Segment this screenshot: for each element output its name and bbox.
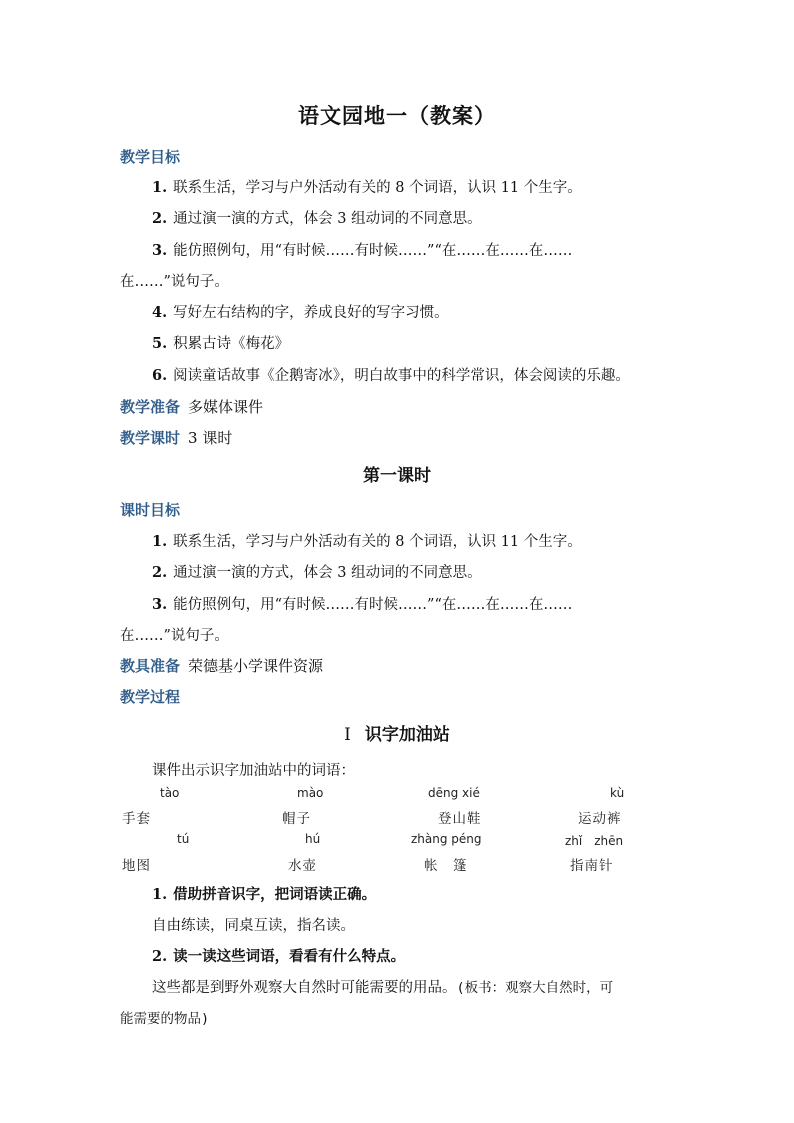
objective-number: 2.: [152, 210, 168, 227]
pinyin: tú: [177, 832, 190, 846]
objective-continuation: 在……”说句子。: [120, 274, 229, 290]
objective-number: 5.: [152, 335, 168, 352]
objective-number: 4.: [152, 304, 168, 321]
hours-row: [120, 427, 232, 448]
lesson-goal-heading: 课时目标: [120, 501, 181, 519]
objective-item: [152, 207, 482, 228]
prep-row: [120, 396, 263, 417]
vocab-word: 帽子: [282, 811, 311, 827]
tools-heading: 教具准备: [120, 657, 181, 675]
objectives-heading: 教学目标: [120, 148, 181, 166]
pinyin: zhǐ zhēn: [565, 834, 624, 848]
step-number: 1.: [152, 886, 168, 903]
objective-text: 写好左右结构的字，养成良好的写字习惯。: [173, 305, 449, 321]
vocab-word: 登山鞋: [438, 811, 482, 827]
objective-item: [152, 239, 572, 260]
vocab-word: 指南针: [570, 858, 614, 874]
process-heading: 教学过程: [120, 688, 181, 706]
objective-number: 1.: [152, 179, 168, 196]
board-note-continuation: 能需要的物品): [120, 1011, 210, 1027]
vocab-word: 帐 篷: [424, 858, 468, 874]
intro-text: 课件出示识字加油站中的词语：: [152, 763, 355, 779]
objective-item: [152, 176, 582, 197]
prep-text: 多媒体课件: [188, 398, 264, 416]
pinyin: dēng xié: [428, 786, 480, 800]
section-title-text: 识字加油站: [364, 725, 450, 745]
tools-row: [120, 655, 323, 676]
goal-number: 1.: [152, 533, 168, 550]
section-numeral: Ⅰ: [344, 725, 351, 745]
objective-item: [152, 301, 449, 322]
step-heading: [152, 945, 405, 966]
objective-text: 联系生活，学习与户外活动有关的 8 个词语，认识 11 个生字。: [173, 180, 582, 196]
pinyin: mào: [297, 786, 324, 800]
vocab-word: 水壶: [288, 858, 317, 874]
objective-number: 3.: [152, 242, 168, 259]
step-body: [152, 976, 613, 997]
pinyin: kù: [610, 786, 625, 800]
goal-text: 通过演一演的方式，体会 3 组动词的不同意思。: [173, 565, 482, 581]
objective-text: 通过演一演的方式，体会 3 组动词的不同意思。: [173, 211, 482, 227]
step-body-text: 这些都是到野外观察大自然时可能需要的用品。: [152, 980, 457, 996]
hours-text: 3 课时: [188, 429, 233, 447]
objective-number: 6.: [152, 367, 168, 384]
objective-text: 积累古诗《梅花》: [173, 336, 290, 352]
page-title: 语文园地一（教案）: [298, 103, 496, 128]
goal-text: 能仿照例句，用“有时候……有时候……”“在……在……在……: [173, 597, 573, 613]
hours-heading: 教学课时: [120, 429, 181, 447]
pinyin: tào: [160, 786, 180, 800]
section-title: [0, 720, 794, 745]
step-heading: [152, 883, 376, 904]
objective-text: 阅读童话故事《企鹅寄冰》，明白故事中的科学常识，体会阅读的乐趣。: [173, 368, 630, 384]
step-number: 2.: [152, 948, 168, 965]
vocab-word: 手套: [122, 811, 151, 827]
vocab-word: 运动裤: [578, 811, 622, 827]
prep-heading: 教学准备: [120, 398, 181, 416]
lesson-goal-item: [152, 530, 582, 551]
lesson-title: 第一课时: [363, 466, 431, 486]
objective-text: 能仿照例句，用“有时候……有时候……”“在……在……在……: [173, 243, 573, 259]
goal-continuation: 在……”说句子。: [120, 628, 229, 644]
lesson-goal-item: [152, 561, 482, 582]
step-text: 借助拼音识字，把词语读正确。: [173, 886, 377, 903]
pinyin: zhàng péng: [411, 832, 482, 846]
objective-item: [152, 364, 630, 385]
objective-item: [152, 332, 289, 353]
tools-text: 荣德基小学课件资源: [188, 657, 324, 675]
step-body: 自由练读，同桌互读，指名读。: [152, 918, 355, 934]
vocab-word: 地图: [122, 858, 151, 874]
lesson-goal-item: [152, 593, 572, 614]
goal-text: 联系生活，学习与户外活动有关的 8 个词语，认识 11 个生字。: [173, 534, 582, 550]
goal-number: 3.: [152, 596, 168, 613]
step-text: 读一读这些词语，看看有什么特点。: [173, 948, 406, 965]
goal-number: 2.: [152, 564, 168, 581]
board-note: (板书：观察大自然时，可: [456, 980, 614, 996]
pinyin: hú: [305, 832, 321, 846]
